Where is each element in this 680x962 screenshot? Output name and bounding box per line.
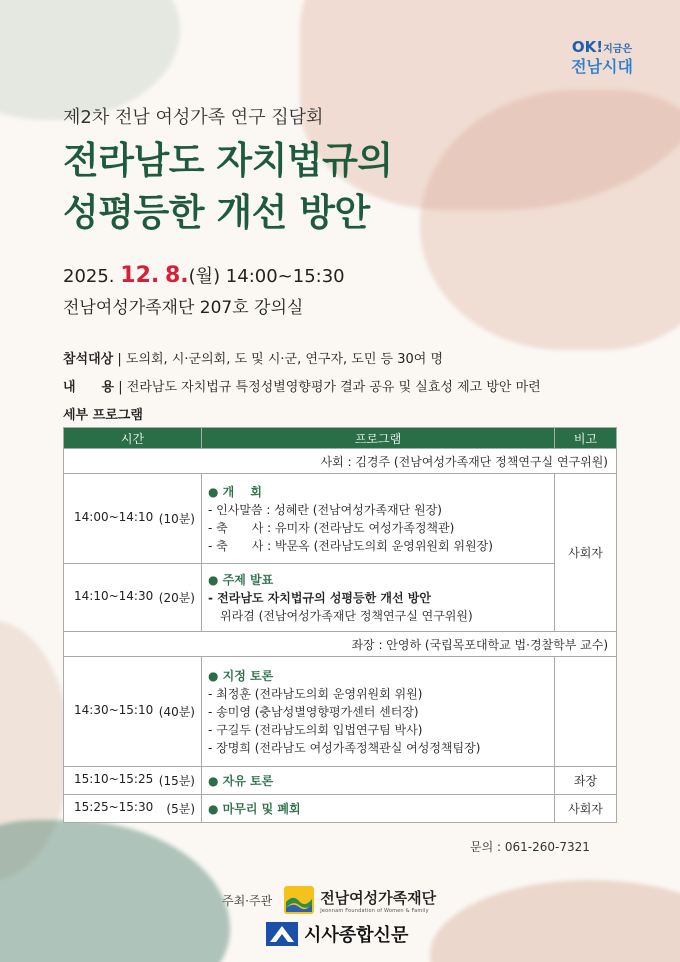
target-value: | 도의회, 시·군의회, 도 및 시·군, 연구자, 도민 등 30여 명: [117, 352, 444, 367]
time-cell: [64, 474, 202, 564]
program-line: - 구길두 (전라남도의회 입법연구팀 박사): [208, 722, 423, 737]
decor-blob: [430, 880, 680, 962]
program-line: - 최정훈 (전라남도의회 운영위원회 위원): [208, 686, 423, 701]
logo-ok-text: OK!: [571, 38, 604, 56]
time-cell: [64, 657, 202, 767]
sub-title: 제2차 전남 여성가족 연구 집담회: [63, 107, 324, 128]
event-place: 전남여성가족재단 207호 강의실: [63, 298, 304, 318]
time-text: 14:00~14:10: [74, 510, 154, 524]
header-time: 시간: [64, 428, 202, 449]
foundation-emblem-icon: [284, 886, 314, 914]
program-cell: [202, 564, 555, 632]
moderator-row: [64, 632, 617, 657]
time-text: 15:25~15:30: [74, 800, 154, 814]
header-note: 비고: [555, 428, 617, 449]
info-content: [63, 376, 541, 395]
date-prefix: 2025.: [63, 266, 115, 287]
info-target: [63, 348, 443, 367]
program-cell: [202, 795, 555, 823]
table-header-row: [64, 428, 617, 449]
table-row: [64, 767, 617, 795]
duration-text: (5분): [166, 802, 195, 816]
page-title: [63, 135, 393, 239]
moderator-row: [64, 449, 617, 474]
header-program: 프로그램: [202, 428, 555, 449]
program-heading: ● 개 회: [208, 484, 263, 499]
duration-text: (15분): [158, 774, 195, 788]
program-line: - 전라남도 자치법규의 성평등한 개선 방안: [208, 590, 431, 605]
time-text: 14:10~14:30: [74, 589, 154, 603]
foundation-name: [320, 887, 436, 914]
program-heading: ● 마무리 및 폐회: [208, 801, 301, 816]
program-line: - 축 사 : 유미자 (전라남도 여성가족정책관): [208, 520, 455, 535]
date-suffix: (월) 14:00~15:30: [188, 266, 345, 287]
duration-text: (20분): [158, 591, 195, 605]
title-line2: 성평등한 개선 방안: [63, 191, 370, 234]
note-cell: 사회자: [555, 795, 617, 823]
press-logo: [266, 921, 408, 947]
program-line: - 인사말씀 : 성혜란 (전남여성가족재단 원장): [208, 502, 442, 517]
program-line: 위라겸 (전남여성가족재단 정책연구실 연구위원): [208, 608, 473, 623]
decor-blob: [0, 0, 180, 120]
press-mark-icon: [266, 922, 298, 946]
time-text: 15:10~15:25: [74, 772, 154, 786]
decor-blob: [0, 820, 230, 962]
host-block: [222, 886, 436, 914]
date-day: 8.: [164, 263, 189, 288]
logo-line2: 전남시대: [571, 57, 633, 76]
table-row: [64, 795, 617, 823]
program-heading: ● 주제 발표: [208, 572, 274, 587]
program-line: - 장명희 (전라남도 여성가족정책관실 여성정책팀장): [208, 740, 481, 755]
foundation-name-en: Jeonnam Foundation of Women & Family: [320, 907, 429, 914]
program-cell: [202, 767, 555, 795]
time-cell: [64, 767, 202, 795]
note-cell: 좌장: [555, 767, 617, 795]
time-cell: [64, 564, 202, 632]
table-row: [64, 564, 617, 632]
logo-ok-small: 지금은: [603, 44, 633, 55]
content-label: 내 용: [63, 380, 115, 395]
duration-text: (10분): [158, 512, 195, 526]
press-name: 시사종합신문: [304, 925, 409, 946]
duration-text: (40분): [158, 705, 195, 719]
time-text: 14:30~15:10: [74, 703, 154, 717]
host-label: 주최·주관: [222, 893, 273, 908]
program-cell: [202, 474, 555, 564]
title-line1: 전라남도 자치법규의: [63, 139, 393, 182]
note-cell: 사회자: [555, 474, 617, 632]
contact-info: 문의 : 061-260-7321: [470, 840, 590, 854]
program-heading: ● 자유 토론: [208, 773, 274, 788]
program-line: - 축 사 : 박문옥 (전라남도의회 운영위원회 위원장): [208, 538, 493, 553]
ok-jeonnam-logo: [552, 38, 652, 77]
program-cell: [202, 657, 555, 767]
program-line: - 송미영 (충남성별영향평가센터 센터장): [208, 704, 419, 719]
content-value: | 전라남도 자치법규 특정성별영향평가 결과 공유 및 실효성 제고 방안 마련: [118, 380, 541, 395]
program-heading: ● 지정 토론: [208, 668, 274, 683]
moderator-1: 사회 : 김경주 (전남여성가족재단 정책연구실 연구위원): [64, 449, 617, 474]
section-label: 세부 프로그램: [63, 408, 143, 423]
note-cell: [555, 657, 617, 767]
target-label: 참석대상: [63, 352, 114, 367]
table-row: [64, 657, 617, 767]
event-date: [63, 262, 345, 288]
date-month: 12.: [120, 263, 160, 288]
program-table: [63, 427, 617, 823]
foundation-name-ko: 전남여성가족재단: [320, 888, 437, 907]
table-row: [64, 474, 617, 564]
moderator-2: 좌장 : 안영하 (국립목포대학교 법·경찰학부 교수): [64, 632, 617, 657]
time-cell: [64, 795, 202, 823]
